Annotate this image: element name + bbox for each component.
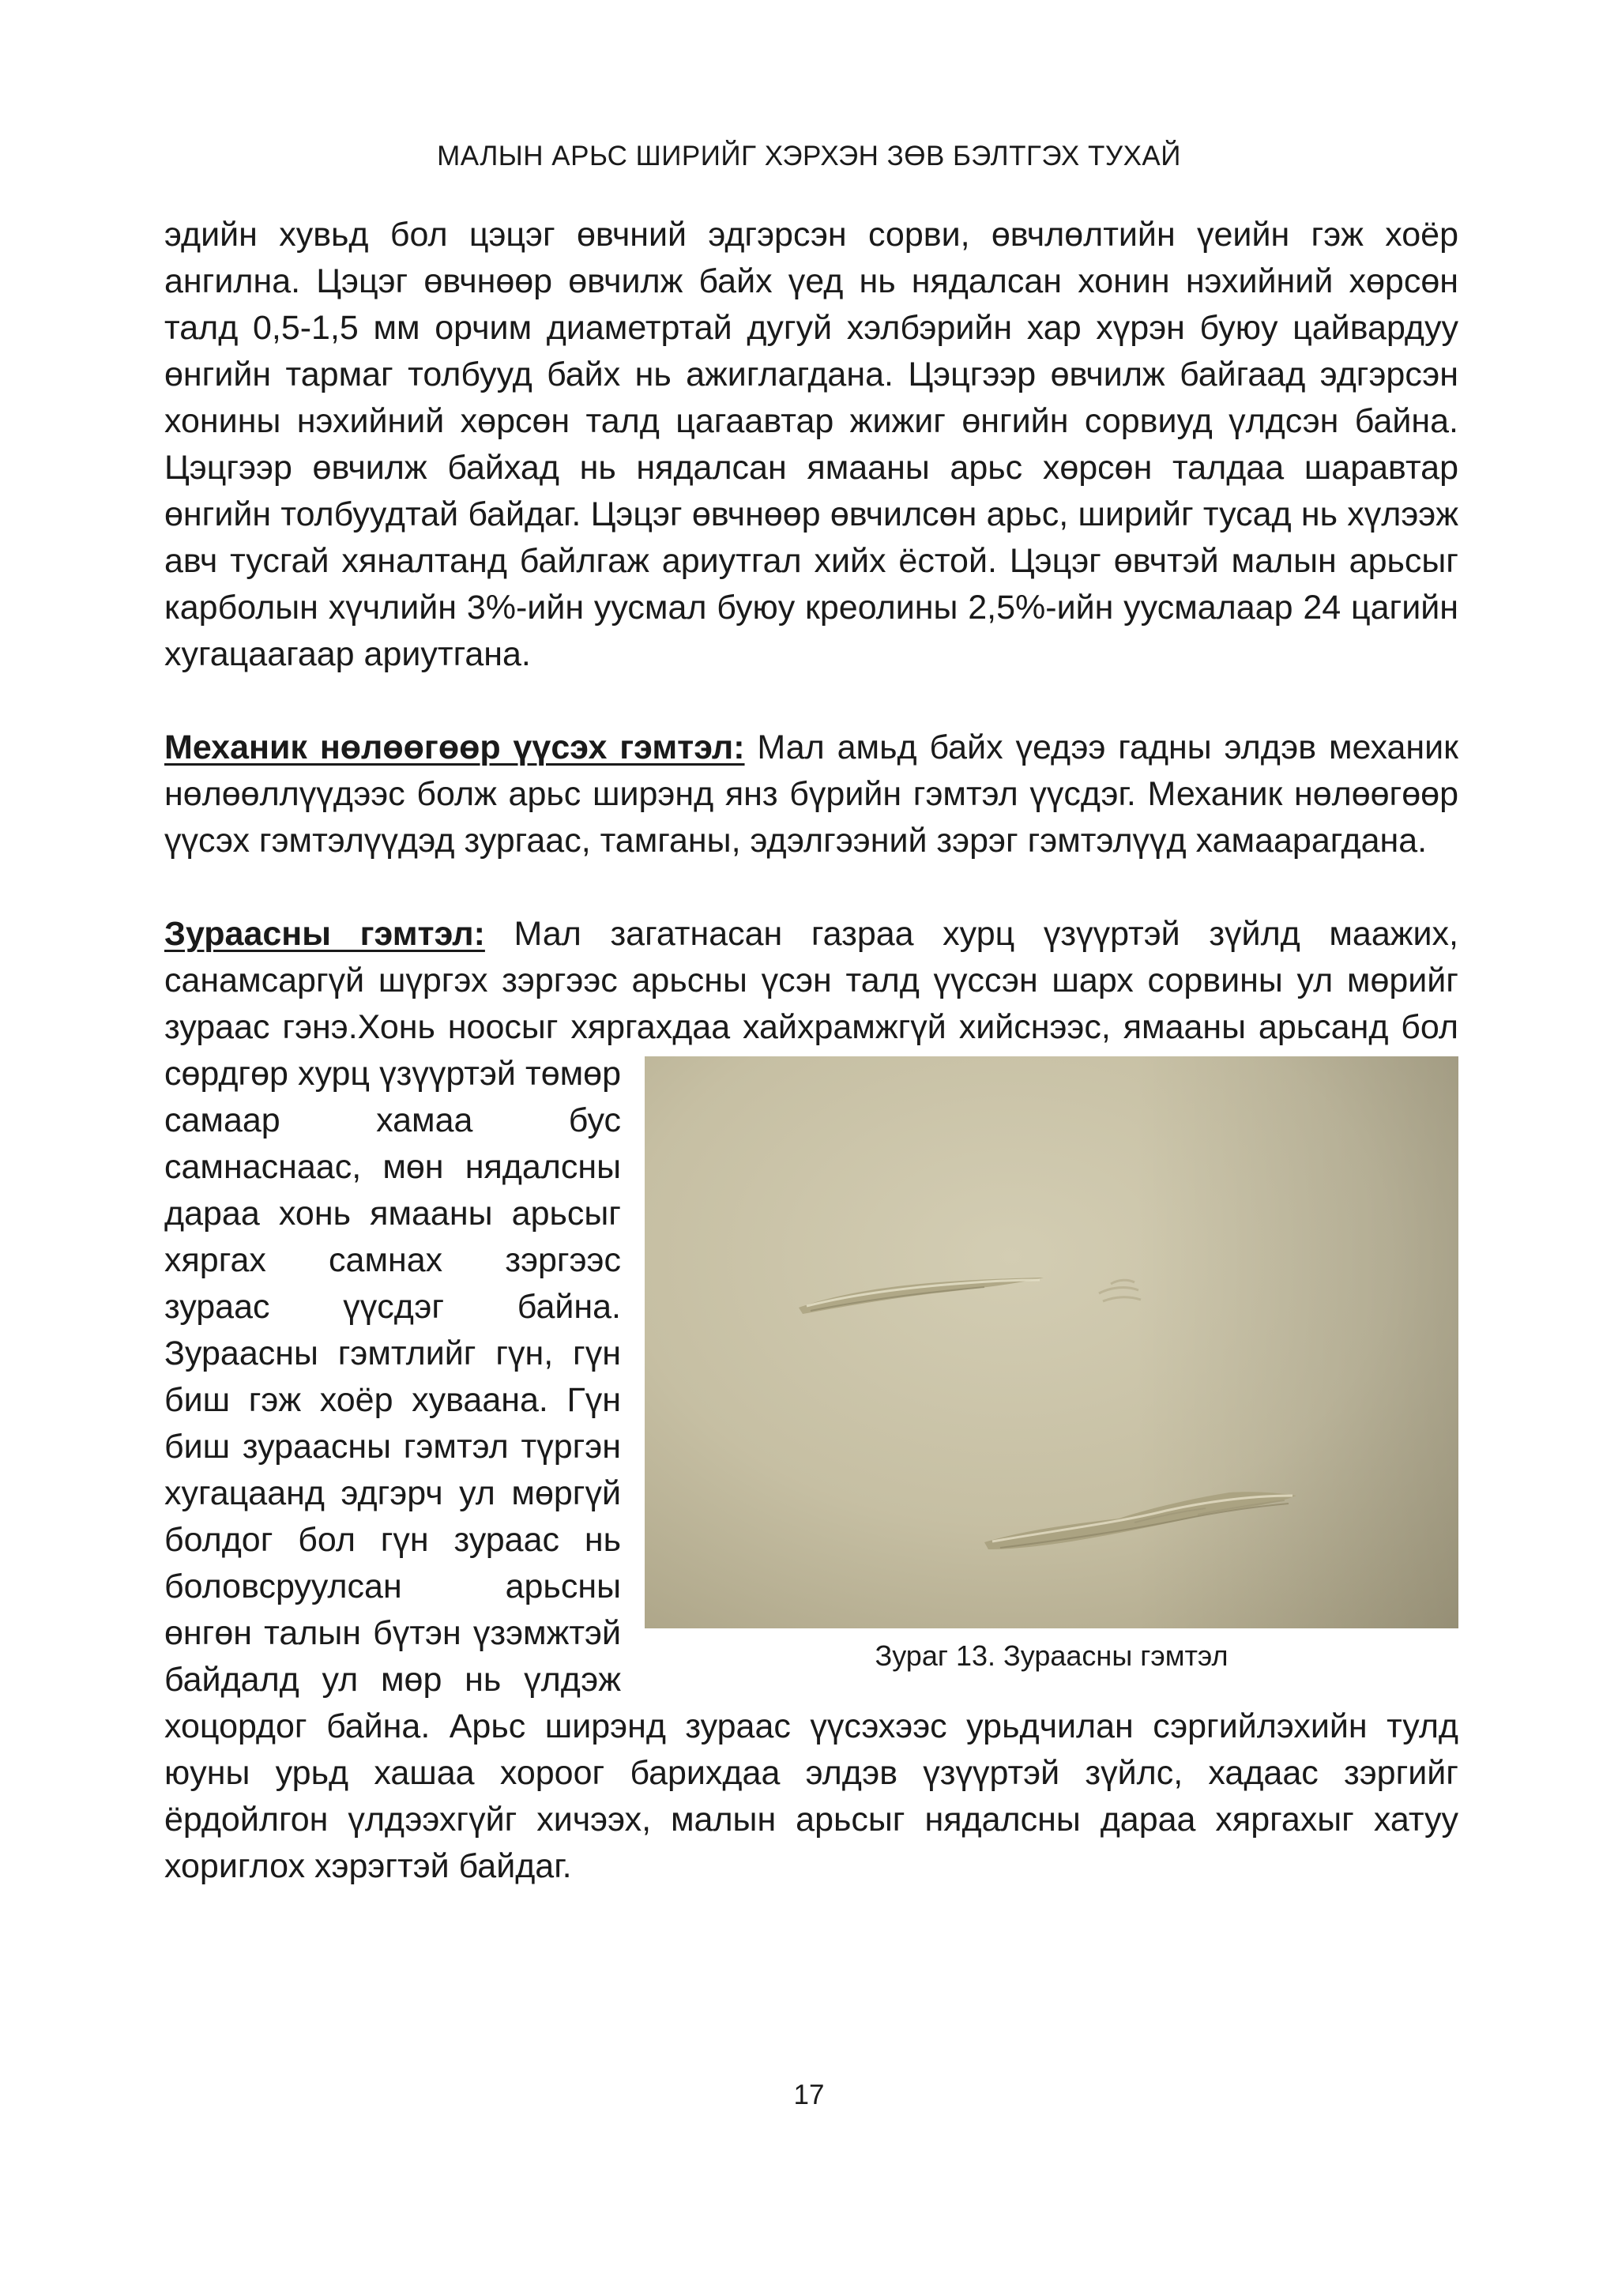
- term-scratch-damage: Зураасны гэмтэл:: [164, 915, 485, 953]
- term-mechanical-damage: Механик нөлөөгөөр үүсэх гэмтэл:: [164, 728, 745, 766]
- paragraph-mechanical-damage: [164, 725, 1458, 864]
- figure-caption: Зураг 13. Зураасны гэмтэл: [875, 1639, 1229, 1672]
- paragraph-smallpox-damage: эдийн хувьд бол цэцэг өвчний эдгэрсэн сорви, өвчлөлтийн үеийн гэж хоёр ангилна. Цэцэг өвчнөөр өвчилж байх үед нь нядалсан хонин нэхийний хөрсөн талд 0,5-1,5 мм орчим диаметртай дугуй хэлбэрийн хар хүрэн буюу цайвардуу өнгийн тармаг толбууд байх нь ажиглагдана. Цэцгээр өвчилж байгаад эдгэрсэн хонины нэхийний хөрсөн талд цагаавтар жижиг өнгийн сорвиуд үлдсэн байна. Цэцгээр өвчилж байхад нь нядалсан ямааны арьс хөрсөн талдаа шаравтар өнгийн толбуудтай байдаг. Цэцэг өвчнөөр өвчилсөн арьс, ширийг тусад нь хүлээж авч тусгай хяналтанд байлгаж ариутгал хийх ёстой. Цэцэг өвчтэй малын арьсыг карболын хүчлийн 3%-ийн уусмал буюу креолины 2,5%-ийн уусмалаар 24 цагийн хугацаагаар ариутгана.: [164, 216, 1458, 673]
- page-number: 17: [793, 2080, 825, 2110]
- page-body: [164, 212, 1458, 1890]
- scratch-damage-photo: [645, 1056, 1458, 1628]
- paragraph-scratch-rest: ямааны арьсанд бол сөрдгөр хурц үзүүртэй төмөр самаар хамаа бус самнаснаас, мөн нядалсны дараа хонь ямааны арьсыг хяргах самнах зэргээс зураас үүсдэг байна. Зураасны гэмтлийг гүн, гүн биш гэж хоёр хуваана. Гүн биш зураасны гэмтэл түргэн хугацаанд эдгэрч ул мөргүй болдог бол гүн зураас нь боловсруулсан арьсны өнгөн талын бүтэн үзэмжтэй байдалд ул мөр нь үлдэж хоцордог байна. Арьс ширэнд зураас үүсэхээс урьдчилан сэргийлэхийн тулд юуны урьд хашаа хороог барихдаа элдэв үзүүртэй зүйлс, хадаас зэргийг ёрдойлгон үлдээхгүйг хичээх, малын арьсыг нядалсны дараа хяргахыг хатуу хориглох хэрэгтэй байдаг.: [164, 1008, 1458, 1885]
- figure-scratch-damage: [645, 1056, 1458, 1679]
- running-header: МАЛЫН АРЬС ШИРИЙГ ХЭРХЭН ЗӨВ БЭЛТГЭХ ТУХАЙ: [437, 141, 1181, 171]
- paragraph-mechanical-damage-text: Мал амьд байх үедээ гадны элдэв механик нөлөөллүүдээс болж арьс ширэнд янз бүрийн гэмтэл үүсдэг. Механик нөлөөгөөр үүсэх гэмтэлүүдэд зургаас, тамганы, эдэлгээний зэрэг гэмтэлүүд хамаарагдана.: [164, 728, 1458, 860]
- paragraph-scratch-intro: Мал загатнасан газраа хурц үзүүртэй зүйлд маажих, санамсаргүй шүргэх зэргээс арьсны үсэн талд үүссэн шарх сорвины ул мөрийг зураас гэнэ.Хонь ноосыг хяргахдаа хайхрамжгүй хийснээс,: [164, 915, 1458, 1046]
- paragraph-scratch-damage: [164, 911, 1458, 1890]
